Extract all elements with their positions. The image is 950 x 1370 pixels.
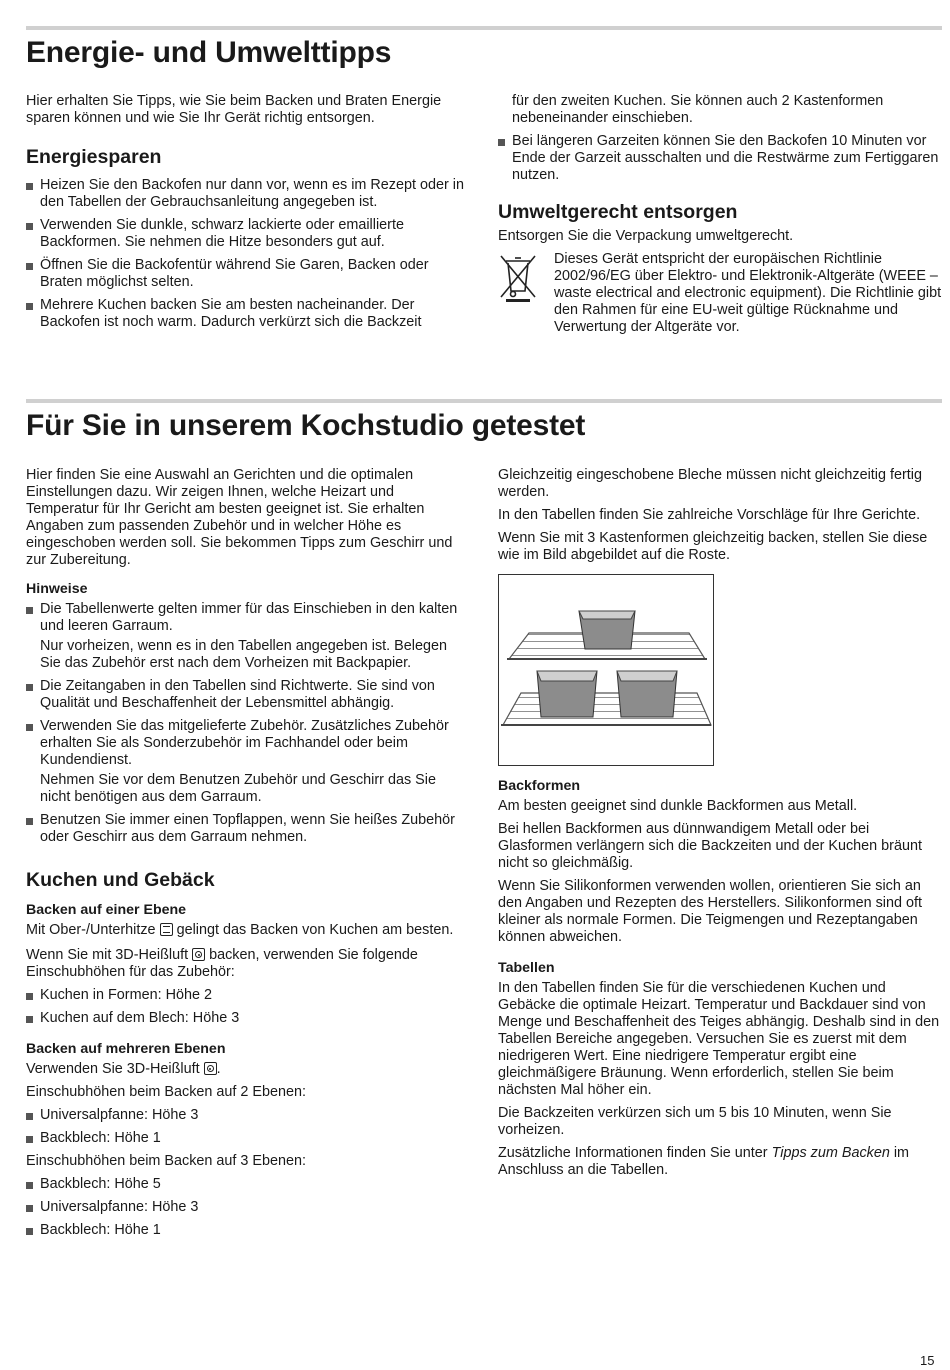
weee-block (498, 251, 942, 336)
list-item-note: Nur vorheizen, wenn es in den Tabellen angegeben ist. Belegen Sie das Zubehör erst nach dem Vorheizen mit Backpapier. (40, 638, 447, 671)
3d-heissluft-icon (192, 948, 205, 961)
text-run: im Anschluss an die Tabellen. (498, 1145, 910, 1178)
ebene-paragraph (26, 947, 470, 981)
hinweise-list (26, 601, 470, 846)
list-item-note: Nehmen Sie vor dem Benutzen Zubehör und Geschirr das Sie nicht benötigen aus dem Garraum. (40, 772, 436, 805)
ebene-list (26, 987, 470, 1027)
list-item-continued: für den zweiten Kuchen. Sie können auch 2 Kastenformen nebeneinander einschieben. (512, 93, 884, 126)
list-item: Backblech: Höhe 1 (26, 1130, 470, 1147)
list-item: Verwenden Sie dunkle, schwarz lackierte oder emaillierte Backformen. Sie nehmen die Hitze besonders gut auf. (26, 217, 470, 251)
energiesparen-list (26, 177, 470, 331)
paragraph: Wenn Sie Silikonformen verwenden wollen, orientieren Sie sich an den Angaben und Rezepten des Herstellers. Silikonformen sind oft kleiner als normale Formen. Die Teigmengen und Rezeptangaben können abweichen. (498, 878, 922, 945)
list-item: Kuchen in Formen: Höhe 2 (26, 987, 470, 1004)
drei-ebenen-label: Einschubhöhen beim Backen auf 3 Ebenen: (26, 1153, 307, 1169)
section-title: Für Sie in unserem Kochstudio getestet (26, 409, 586, 442)
three-loaf-tins-on-racks-image (499, 575, 713, 765)
list-item: Bei längeren Garzeiten können Sie den Backofen 10 Minuten vor Ende der Garzeit ausschalten und die Restwärme zum Fertiggaren nutzen. (498, 133, 942, 184)
baking-tins-illustration (498, 574, 714, 766)
energiesparen-list-continued (498, 133, 942, 184)
text-run: Verwenden Sie 3D-Heißluft (26, 1061, 200, 1077)
3d-heissluft-icon (204, 1062, 217, 1075)
text-run: Wenn Sie mit 3D-Heißluft (26, 947, 189, 963)
paragraph (498, 1145, 942, 1179)
list-item: Mehrere Kuchen backen Sie am besten nacheinander. Der Backofen ist noch warm. Dadurch verkürzt sich die Backzeit (26, 297, 470, 331)
paragraph: Bei hellen Backformen aus dünnwandigem Metall oder bei Glasformen verlängern sich die Backzeiten und der Kuchen bräunt nicht so gleichmäßig. (498, 821, 922, 871)
list-item: Die Zeitangaben in den Tabellen sind Richtwerte. Sie sind von Qualität und Beschaffenheit der Lebensmittel abhängig. (26, 678, 470, 712)
energy-left-column (26, 93, 470, 337)
list-item: Benutzen Sie immer einen Topflappen, wenn Sie heißes Zubehör oder Geschirr aus dem Garraum nehmen. (26, 812, 470, 846)
section-rule (26, 26, 942, 30)
paragraph: In den Tabellen finden Sie zahlreiche Vorschläge für Ihre Gerichte. (498, 507, 921, 523)
kuchen-heading: Kuchen und Gebäck (26, 869, 215, 891)
section-rule (26, 399, 942, 403)
intro-text: Hier finden Sie eine Auswahl an Gerichten und die optimalen Einstellungen dazu. Wir zeigen Ihnen, welche Heizart und Temperatur für Ihr Gericht am besten geeignet ist. Sie erhalten Angaben zum passenden Zubehör und in welcher Höhe es eingeschoben werden soll. Sie bekommen Tipps zum Geschirr und zur Zubereitung. (26, 467, 453, 568)
mehrere-heading: Backen auf mehreren Ebenen (26, 1041, 226, 1057)
list-item (26, 718, 470, 806)
hinweise-heading: Hinweise (26, 581, 88, 597)
entsorgen-text: Entsorgen Sie die Verpackung umweltgerecht. (498, 228, 794, 244)
list-item: Universalpfanne: Höhe 3 (26, 1199, 470, 1216)
ebene-heading: Backen auf einer Ebene (26, 902, 187, 918)
paragraph: Am besten geeignet sind dunkle Backformen aus Metall. (498, 798, 858, 814)
list-item (26, 601, 470, 672)
energiesparen-heading: Energiesparen (26, 146, 162, 168)
list-item-text: Verwenden Sie das mitgelieferte Zubehör. Zusätzliches Zubehör erhalten Sie als Sonderzubehör im Fachhandel oder beim Kundendienst. (40, 718, 449, 768)
kochstudio-right-column (498, 467, 942, 1185)
text-run: backen, verwenden Sie folgende Einschubhöhen für das Zubehör: (26, 947, 418, 980)
text-run: Zusätzliche Informationen finden Sie unter (498, 1145, 768, 1161)
intro-text: Hier erhalten Sie Tipps, wie Sie beim Backen und Braten Energie sparen können und wie Sie Ihr Gerät richtig entsorgen. (26, 93, 442, 126)
text-run: Mit Ober-/Unterhitze (26, 922, 156, 938)
text-run: gelingt das Backen von Kuchen am besten. (176, 922, 454, 938)
list-item: Universalpfanne: Höhe 3 (26, 1107, 470, 1124)
list-item: Öffnen Sie die Backofentür während Sie Garen, Backen oder Braten möglichst selten. (26, 257, 470, 291)
tabellen-heading: Tabellen (498, 960, 555, 976)
paragraph: Wenn Sie mit 3 Kastenformen gleichzeitig backen, stellen Sie diese wie im Bild abgebildet auf die Roste. (498, 530, 928, 563)
backformen-heading: Backformen (498, 778, 581, 794)
list-item-text: Die Tabellenwerte gelten immer für das Einschieben in den kalten und leeren Garraum. (40, 601, 458, 634)
zwei-ebenen-label: Einschubhöhen beim Backen auf 2 Ebenen: (26, 1084, 307, 1100)
kochstudio-left-column (26, 467, 470, 1245)
ebene-paragraph (26, 922, 470, 939)
weee-text: Dieses Gerät entspricht der europäischen Richtlinie 2002/96/EG über Elektro- und Elektronik-Altgeräte (WEEE – waste electrical and electronic equipment). Die Richtlinie gibt den Rahmen für eine EU-weit gültige Rücknahme und Verwertung der Altgeräte vor. (554, 251, 942, 335)
list-item: Heizen Sie den Backofen nur dann vor, wenn es im Rezept oder in den Tabellen der Gebrauchsanleitung angegeben ist. (26, 177, 470, 211)
list-item: Kuchen auf dem Blech: Höhe 3 (26, 1010, 470, 1027)
list-item: Backblech: Höhe 1 (26, 1222, 470, 1239)
crossed-out-wheelie-bin-icon (498, 253, 538, 303)
drei-ebenen-list (26, 1176, 470, 1239)
ober-unterhitze-icon (160, 923, 173, 936)
paragraph: Gleichzeitig eingeschobene Bleche müssen nicht gleichzeitig fertig werden. (498, 467, 922, 500)
paragraph: Die Backzeiten verkürzen sich um 5 bis 10 Minuten, wenn Sie vorheizen. (498, 1105, 892, 1138)
section-title: Energie- und Umwelttipps (26, 36, 392, 69)
page-number: 15 (920, 1353, 935, 1368)
text-run: . (216, 1061, 221, 1077)
mehrere-paragraph (26, 1061, 470, 1078)
energy-right-column (498, 93, 942, 336)
zwei-ebenen-list (26, 1107, 470, 1147)
cross-reference-text: Tipps zum Backen (771, 1145, 890, 1161)
entsorgen-heading: Umweltgerecht entsorgen (498, 201, 738, 223)
paragraph: In den Tabellen finden Sie für die verschiedenen Kuchen und Gebäcke die optimale Heizart. Temperatur und Backdauer sind von Menge und Beschaffenheit des Teiges abhängig. Deshalb sind in den Tabellen Bereiche angegeben. Versuchen Sie es zuerst mit dem niedrigeren Wert. Eine niedrigere Temperatur ergibt eine gleichmäßigere Bräunung. Wenn erforderlich, stellen Sie beim nächsten Mal höher ein. (498, 980, 940, 1098)
list-item: Backblech: Höhe 5 (26, 1176, 470, 1193)
